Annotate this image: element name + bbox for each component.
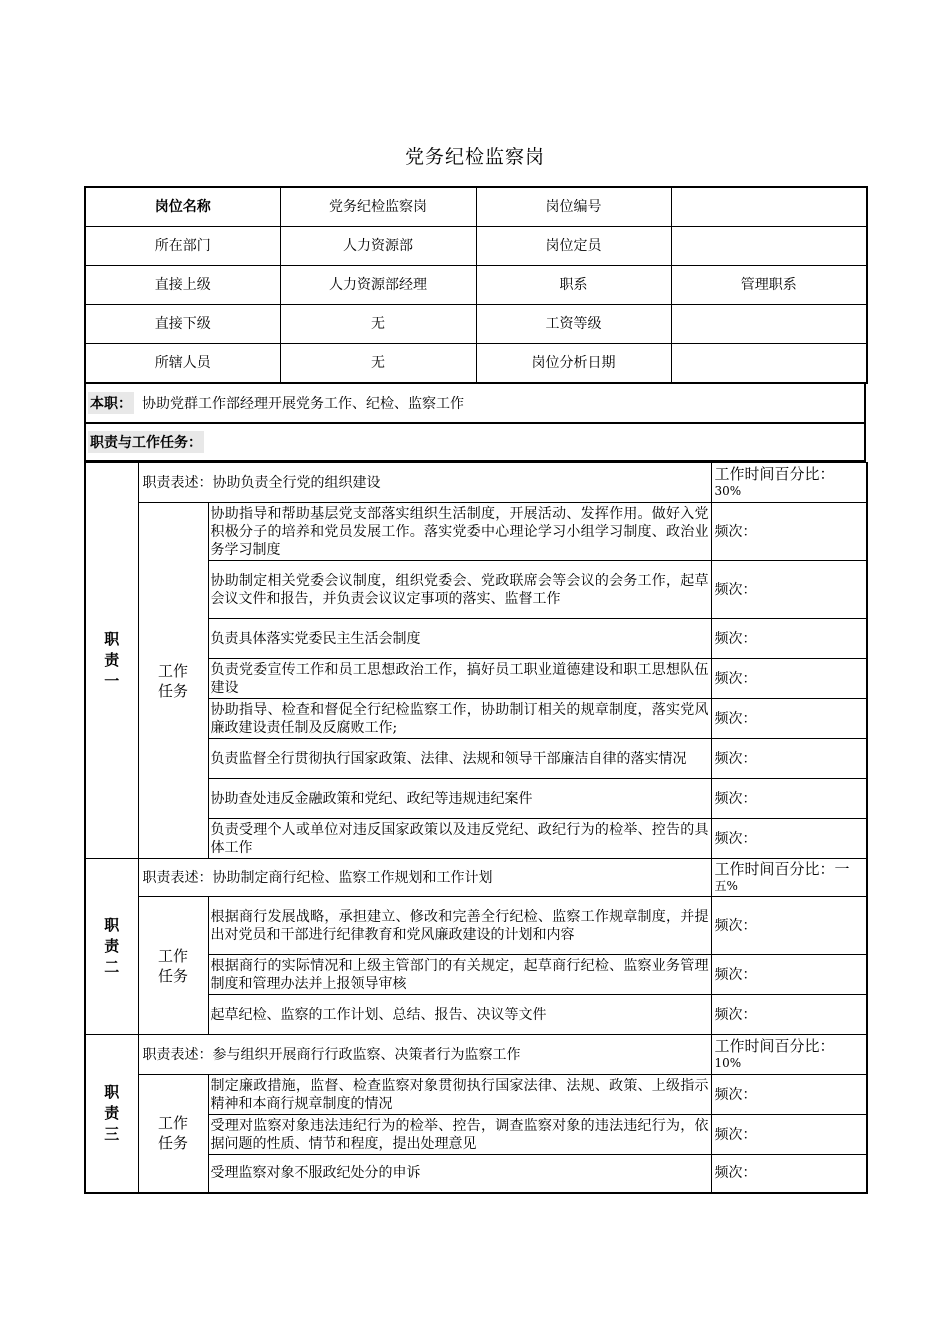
task-item: 负责具体落实党委民主生活会制度 (208, 619, 711, 659)
task-item: 起草纪检、监察的工作计划、总结、报告、决议等文件 (208, 995, 711, 1035)
info-label: 岗位定员 (476, 227, 671, 266)
task-item: 制定廉政措施，监督、检查监察对象贯彻执行国家法律、法规、政策、上级指示精神和本商行规章制度的情况 (208, 1075, 711, 1115)
info-label: 直接上级 (85, 266, 280, 305)
info-label: 岗位分析日期 (476, 344, 671, 384)
info-value: 人力资源部经理 (280, 266, 476, 305)
info-value (671, 305, 867, 344)
time-percent-value: 10% (714, 1056, 742, 1070)
info-value (671, 227, 867, 266)
time-percent-value: 30% (714, 484, 742, 498)
duties-table (84, 462, 868, 1194)
tasks-header-row (84, 424, 866, 462)
task-item: 协助指导、检查和督促全行纪检监察工作，协助制订相关的规章制度，落实党风廉政建设责任制及反腐败工作; (208, 699, 711, 739)
duty-3-time-percent (711, 1035, 867, 1075)
page-title: 党务纪检监察岗 (404, 146, 545, 168)
info-label: 岗位编号 (476, 187, 671, 227)
tasks-header: 职责与工作任务： (88, 431, 204, 453)
info-row (85, 305, 867, 344)
duty-2-name: 职 责 二 (85, 859, 138, 1035)
info-label: 职系 (476, 266, 671, 305)
frequency-label: 频次： (711, 659, 867, 699)
task-item: 协助指导和帮助基层党支部落实组织生活制度，开展活动、发挥作用。做好入党积极分子的培养和党员发展工作。落实党委中心理论学习小组学习制度、政治业务学习制度 (208, 503, 711, 561)
task-label: 工作 任务 (138, 897, 208, 1035)
duty-1-description: 职责表述：协助负责全行党的组织建设 (138, 463, 711, 503)
duty-1-time-percent (711, 463, 867, 503)
time-percent-label: 工作时间百分比： (714, 1037, 835, 1055)
info-row (85, 187, 867, 227)
frequency-label: 频次： (711, 1075, 867, 1115)
frequency-label: 频次： (711, 739, 867, 779)
position-info-table (84, 186, 868, 384)
info-label: 所在部门 (85, 227, 280, 266)
core-duty-text: 协助党群工作部经理开展党务工作、纪检、监察工作 (142, 396, 464, 412)
time-percent-value: 五% (714, 879, 738, 893)
task-item: 受理对监察对象违法违纪行为的检举、控告，调查监察对象的违法违纪行为，依据问题的性质、情节和程度，提出处理意见 (208, 1115, 711, 1155)
task-item: 负责受理个人或单位对违反国家政策以及违反党纪、政纪行为的检举、控告的具体工作 (208, 819, 711, 859)
duty-2-description: 职责表述：协助制定商行纪检、监察工作规划和工作计划 (138, 859, 711, 897)
info-value: 无 (280, 344, 476, 384)
info-value (671, 344, 867, 384)
frequency-label: 频次： (711, 995, 867, 1035)
frequency-label: 频次： (711, 779, 867, 819)
info-row (85, 227, 867, 266)
duty-2-time-percent (711, 859, 867, 897)
info-value: 党务纪检监察岗 (280, 187, 476, 227)
task-item: 根据商行发展战略，承担建立、修改和完善全行纪检、监察工作规章制度，并提出对党员和干部进行纪律教育和党风廉政建设的计划和内容 (208, 897, 711, 955)
task-label: 工作 任务 (138, 1075, 208, 1193)
frequency-label: 频次： (711, 503, 867, 561)
frequency-label: 频次： (711, 955, 867, 995)
info-label: 所辖人员 (85, 344, 280, 384)
info-row (85, 344, 867, 384)
core-duty-row (84, 384, 866, 424)
info-value: 管理职系 (671, 266, 867, 305)
info-row (85, 266, 867, 305)
duty-3-description: 职责表述：参与组织开展商行行政监察、决策者行为监察工作 (138, 1035, 711, 1075)
info-label: 直接下级 (85, 305, 280, 344)
task-item: 负责党委宣传工作和员工思想政治工作，搞好员工职业道德建设和职工思想队伍建设 (208, 659, 711, 699)
time-percent-label: 工作时间百分比： (714, 465, 835, 483)
info-value (671, 187, 867, 227)
info-value: 人力资源部 (280, 227, 476, 266)
task-item: 协助查处违反金融政策和党纪、政纪等违规违纪案件 (208, 779, 711, 819)
time-percent-label: 工作时间百分比：一 (714, 860, 850, 878)
task-item: 负责监督全行贯彻执行国家政策、法律、法规和领导干部廉洁自律的落实情况 (208, 739, 711, 779)
task-item: 协助制定相关党委会议制度，组织党委会、党政联席会等会议的会务工作，起草会议文件和报告，并负责会议议定事项的落实、监督工作 (208, 561, 711, 619)
frequency-label: 频次： (711, 1155, 867, 1193)
frequency-label: 频次： (711, 561, 867, 619)
core-duty-label: 本职： (88, 392, 134, 414)
frequency-label: 频次： (711, 619, 867, 659)
task-label: 工作 任务 (138, 503, 208, 859)
frequency-label: 频次： (711, 1115, 867, 1155)
duty-3-name: 职 责 三 (85, 1035, 138, 1193)
info-label: 岗位名称 (85, 187, 280, 227)
frequency-label: 频次： (711, 897, 867, 955)
task-item: 根据商行的实际情况和上级主管部门的有关规定，起草商行纪检、监察业务管理制度和管理办法并上报领导审核 (208, 955, 711, 995)
info-label: 工资等级 (476, 305, 671, 344)
frequency-label: 频次： (711, 819, 867, 859)
duty-1-name: 职 责 一 (85, 463, 138, 859)
task-item: 受理监察对象不服政纪处分的申诉 (208, 1155, 711, 1193)
info-value: 无 (280, 305, 476, 344)
frequency-label: 频次： (711, 699, 867, 739)
